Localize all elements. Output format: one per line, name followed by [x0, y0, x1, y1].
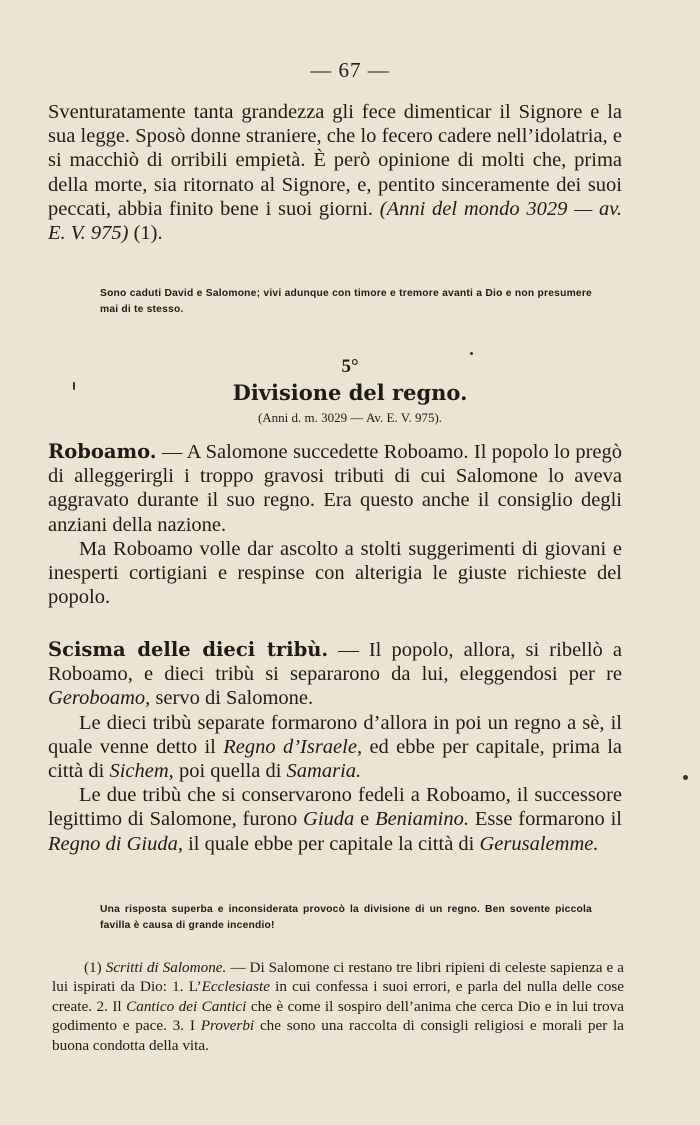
text: e — [354, 808, 376, 831]
tribe-beniamino: Beniamino. — [375, 808, 470, 831]
section-title: Divisione del regno. — [232, 380, 468, 405]
section-number: 5° — [341, 356, 359, 377]
footnote-title: Scritti di Salomone. — [105, 959, 227, 976]
paragraph-text: Ma Roboamo volle dar ascolto a stolti suggerimenti di giovani e inesperti cortigiani e respinse con alterigia le giuste richieste del popolo. — [48, 537, 622, 609]
city-sichem: Sichem, — [109, 760, 174, 783]
text: ed ebbe per capitale, prima la città di — [48, 735, 622, 783]
moral-note-2: Una risposta superba e inconsiderata provocò la divisione di un regno. Ben sovente piccola favilla è causa di grande incendio! — [100, 904, 592, 931]
book-ecclesiaste: Ecclesiaste — [201, 978, 270, 996]
moral-note-1: Sono caduti David e Salomone; vivi adunque con timore e tremore avanti a Dio e non presumere mai di te stesso. — [100, 288, 592, 315]
book-cantico: Cantico dei Cantici — [126, 997, 247, 1015]
city-gerusalemme: Gerusalemme. — [479, 832, 599, 855]
page-number: — 67 — — [310, 58, 390, 82]
book-proverbi: Proverbi — [200, 1017, 255, 1035]
text: che sono una raccolta di consigli religiosi e morali per la buona condotta della vita. — [52, 1017, 625, 1054]
name-geroboamo: Geroboamo, — [48, 687, 151, 710]
paragraph-scisma — [48, 638, 622, 856]
footnote — [52, 958, 624, 1055]
tribe-giuda: Giuda — [303, 808, 355, 831]
paper-speck — [683, 775, 688, 780]
text: servo di Salomone. — [150, 687, 314, 710]
paragraph-text: Sventuratamente tanta grandezza gli fece dimenticar il Signore e la sua legge. Sposò donne straniere, che lo fecero cadere nell’idolatria, e si macchiò di orribili empietà. È però opinione di molti che, prima della morte, sia ritornato al Signore, e, pentito sinceramente dei suoi peccati, abbia finito bene i suoi giorni. — [48, 101, 622, 220]
text: Le due tribù che si conservarono fedeli a Roboamo, il successore legittimo di Salomone, furono — [48, 784, 622, 831]
footnote-ref: (1). — [133, 222, 163, 245]
date-reference: (Anni del mondo 3029 — av. E. V. 975) — [48, 197, 622, 245]
regno-israele: Regno d’Israele, — [223, 735, 363, 758]
paragraph-roboamo — [48, 440, 622, 609]
text: che è come il sospiro dell’anima che cerca Dio e in lui trova godimento e pace. 3. I — [52, 997, 624, 1035]
footnote-number: (1) — [84, 959, 102, 976]
text: — Il popolo, allora, si ribellò a Roboamo, e dieci tribù si separarono da lui, eleggendosi per re — [48, 639, 622, 686]
city-samaria: Samaria. — [286, 760, 362, 783]
paragraph-text: — A Salomone succedette Roboamo. Il popolo lo pregò di alleggerirgli i troppo gravosi tributi di cui Salomone lo aveva aggravato durante il suo regno. Era questo anche il consiglio degli anziani della nazione. — [48, 441, 622, 536]
text: poi quella di — [173, 760, 287, 783]
paragraph-salomone — [48, 100, 622, 245]
section-date: (Anni d. m. 3029 — Av. E. V. 975). — [257, 410, 443, 425]
paper-speck — [470, 352, 473, 355]
text: il quale ebbe per capitale la città di — [182, 832, 480, 855]
text: Le dieci tribù separate formarono d’allora in poi un regno a sè, il quale venne detto il — [48, 711, 622, 758]
run-in-heading-scisma: Scisma delle dieci tribù. — [48, 638, 329, 661]
paper-speck — [73, 382, 75, 390]
regno-giuda: Regno di Giuda, — [48, 832, 183, 855]
text: Esse formarono il — [469, 808, 622, 831]
text: — Di Salomone ci restano tre libri ripieni di celeste sapienza e a lui ispirati da Dio: 1. L’ — [52, 959, 624, 996]
run-in-heading-roboamo: Roboamo. — [48, 440, 157, 463]
text: in cui confessa i suoi errori, e parla del nulla delle cose create. 2. Il — [52, 978, 624, 1015]
